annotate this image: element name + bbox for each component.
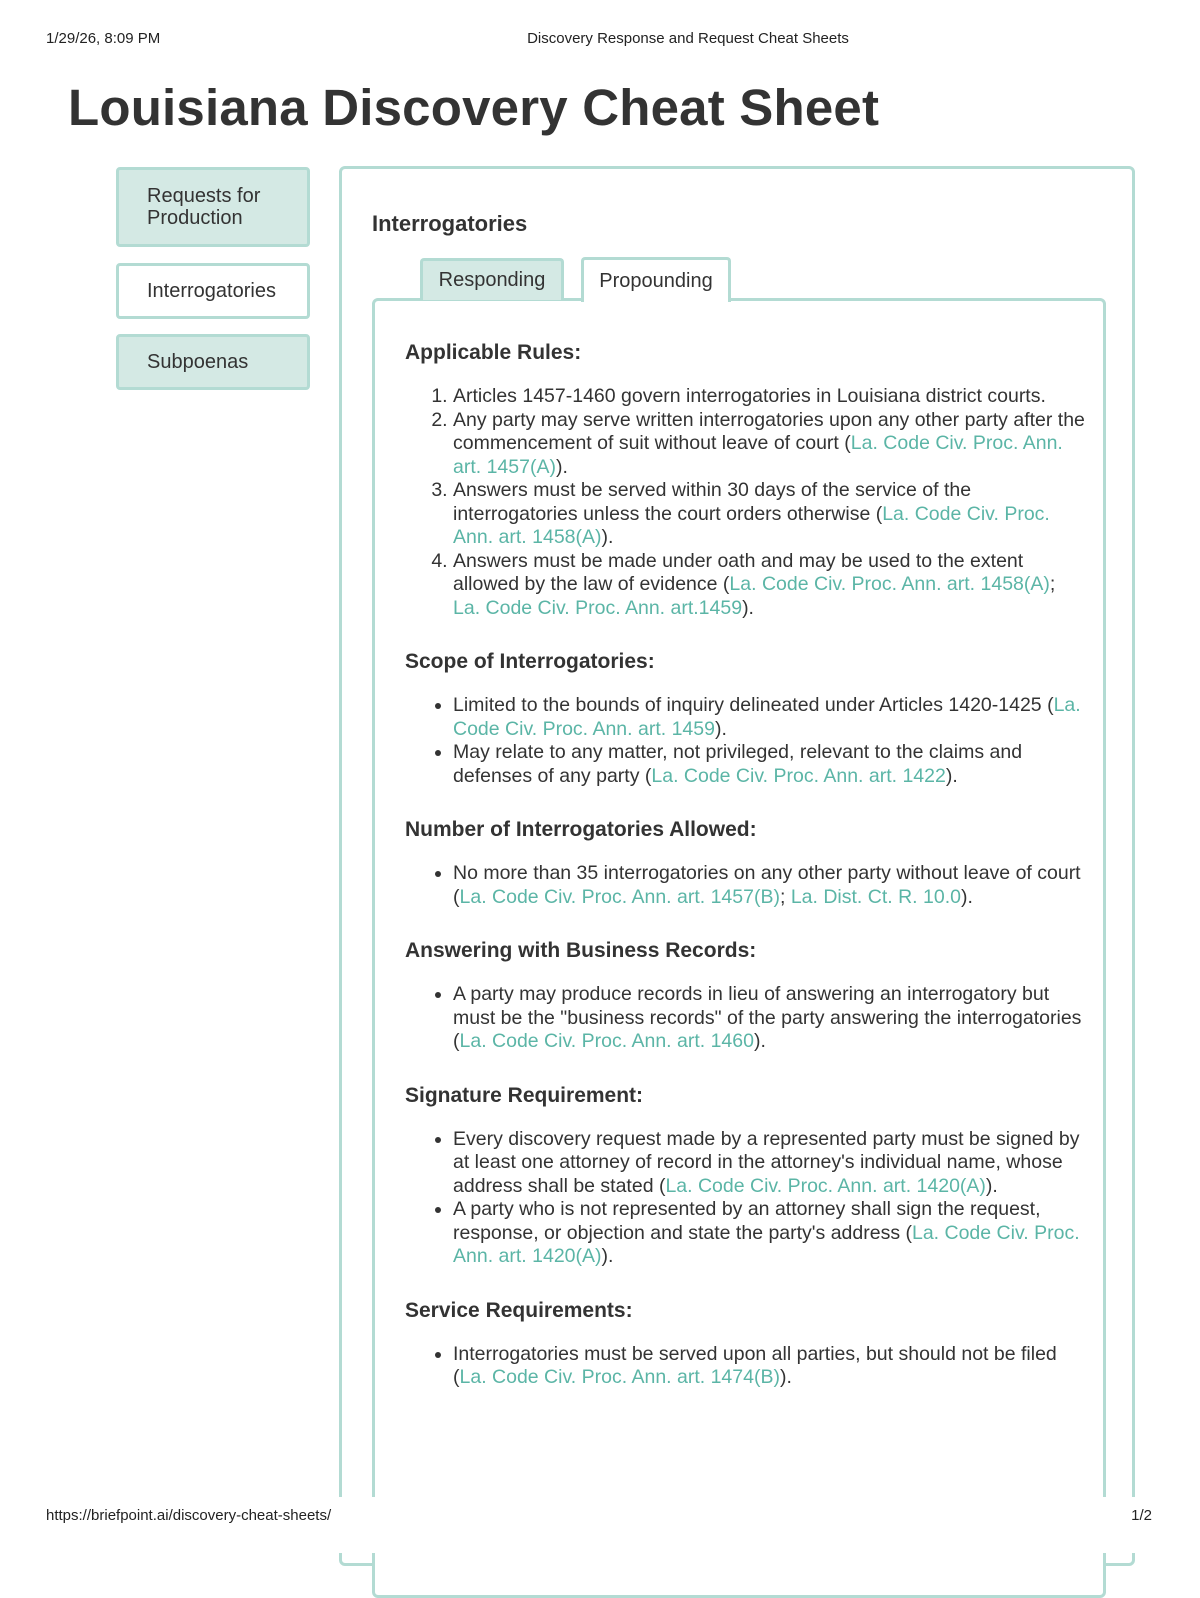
citation-link[interactable]: La. Code Civ. Proc. Ann. art. 1420(A) bbox=[665, 1174, 986, 1197]
item-text: No more than 35 interrogatories on any other party without leave of court ( bbox=[453, 862, 1081, 908]
page-bottom-margin bbox=[0, 1497, 1200, 1553]
service-list bbox=[405, 1343, 1085, 1390]
item-text: ). bbox=[985, 1174, 998, 1197]
print-datetime: 1/29/26, 8:09 PM bbox=[46, 30, 161, 47]
item-text: Every discovery request made by a represented party must be signed by at least one attorney of record in the attorney's individual name, whose address shall be stated ( bbox=[453, 1127, 1080, 1197]
sidebar bbox=[116, 167, 310, 406]
tab-label: Propounding bbox=[599, 269, 713, 292]
signature-heading: Signature Requirement: bbox=[405, 1083, 644, 1107]
sidebar-item-label: Requests for Production bbox=[147, 185, 261, 229]
item-text: Limited to the bounds of inquiry delineated under Articles 1420-1425 ( bbox=[453, 694, 1054, 716]
item-text: ). bbox=[714, 717, 727, 740]
business-records-heading: Answering with Business Records: bbox=[405, 939, 757, 962]
item-text: A party may produce records in lieu of answering an interrogatory but must be the "business records" of the party answering the interrogatories ( bbox=[453, 983, 1082, 1052]
tab-responding[interactable] bbox=[420, 258, 564, 300]
applicable-rules-list bbox=[405, 385, 1085, 620]
sidebar-item-label: Interrogatories bbox=[147, 280, 276, 302]
sidebar-item-subpoenas[interactable] bbox=[116, 334, 310, 390]
item-text: ). bbox=[779, 1366, 792, 1388]
tab-content bbox=[405, 341, 1085, 1390]
list-item bbox=[453, 862, 1085, 909]
citation-link[interactable]: La. Code Civ. Proc. Ann. art. 1422 bbox=[651, 764, 946, 787]
citation-link[interactable]: La. Code Civ. Proc. Ann. art. 1459 bbox=[453, 694, 1081, 740]
tab-propounding[interactable] bbox=[581, 257, 731, 302]
item-text: May relate to any matter, not privileged, relevant to the claims and defenses of any party ( bbox=[453, 741, 1023, 787]
list-item bbox=[453, 741, 1085, 788]
item-text: A party who is not represented by an attorney shall sign the request, response, or objection and state the party's address ( bbox=[453, 1198, 1041, 1244]
print-doc-title: Discovery Response and Request Cheat Sheets bbox=[527, 30, 849, 47]
item-text: ). bbox=[601, 526, 614, 548]
citation-link[interactable]: La. Code Civ. Proc. Ann. art. 1457(B) bbox=[459, 885, 780, 908]
item-text: Answers must be made under oath and may be used to the extent allowed by the law of evidence ( bbox=[453, 549, 1024, 595]
list-item bbox=[453, 385, 1085, 409]
list-item bbox=[453, 983, 1085, 1054]
list-item bbox=[453, 1198, 1085, 1269]
citation-link[interactable]: La. Code Civ. Proc. Ann. art. 1458(A) bbox=[453, 502, 1050, 548]
item-text: ). bbox=[753, 1030, 766, 1052]
section-title: Interrogatories bbox=[372, 211, 528, 236]
item-text: ). bbox=[960, 885, 973, 908]
service-heading: Service Requirements: bbox=[405, 1298, 633, 1322]
citation-link[interactable]: La. Code Civ. Proc. Ann. art.1459 bbox=[453, 596, 743, 619]
print-url: https://briefpoint.ai/discovery-cheat-sheets/ bbox=[46, 1507, 332, 1524]
print-page-number: 1/2 bbox=[1131, 1507, 1152, 1524]
citation-link[interactable]: La. Code Civ. Proc. Ann. art. 1460 bbox=[459, 1030, 754, 1052]
item-text: ). bbox=[945, 764, 958, 787]
signature-list bbox=[405, 1128, 1085, 1269]
item-text: Interrogatories must be served upon all parties, but should not be filed ( bbox=[453, 1342, 1057, 1388]
list-item bbox=[453, 479, 1085, 550]
tab-label: Responding bbox=[438, 269, 546, 291]
citation-link[interactable]: La. Code Civ. Proc. Ann. art. 1457(A) bbox=[453, 432, 1063, 478]
sidebar-item-interrogatories[interactable] bbox=[116, 263, 310, 319]
list-item bbox=[453, 694, 1085, 741]
page-title: Louisiana Discovery Cheat Sheet bbox=[68, 79, 880, 136]
number-allowed-list bbox=[405, 862, 1085, 909]
list-item bbox=[453, 409, 1085, 480]
sidebar-item-label: Subpoenas bbox=[147, 351, 249, 373]
item-text: Any party may serve written interrogatories upon any other party after the commencement of suit without leave of court ( bbox=[453, 408, 1085, 454]
main-panel bbox=[339, 166, 1135, 1566]
item-text: Articles 1457-1460 govern interrogatories in Louisiana district courts. bbox=[453, 385, 1046, 407]
list-item bbox=[453, 550, 1085, 621]
citation-link[interactable]: La. Dist. Ct. R. 10.0 bbox=[790, 885, 961, 908]
business-records-list bbox=[405, 983, 1085, 1054]
number-allowed-heading: Number of Interrogatories Allowed: bbox=[405, 818, 757, 841]
citation-link[interactable]: La. Code Civ. Proc. Ann. art. 1474(B) bbox=[459, 1366, 780, 1388]
scope-list bbox=[405, 694, 1085, 788]
list-item bbox=[453, 1128, 1085, 1199]
item-text: ). bbox=[742, 596, 754, 619]
scope-heading: Scope of Interrogatories: bbox=[405, 650, 655, 673]
citation-link[interactable]: La. Code Civ. Proc. Ann. art. 1420(A) bbox=[453, 1221, 1080, 1267]
item-text: ). bbox=[555, 455, 568, 478]
list-item bbox=[453, 1343, 1085, 1390]
item-text: ). bbox=[601, 1245, 614, 1267]
item-text: Answers must be served within 30 days of the service of the interrogatories unless the court orders otherwise ( bbox=[453, 479, 972, 525]
citation-link[interactable]: La. Code Civ. Proc. Ann. art. 1458(A) bbox=[729, 573, 1050, 595]
sidebar-item-requests-for-production[interactable] bbox=[116, 167, 310, 247]
item-text: ; bbox=[1049, 573, 1056, 595]
applicable-rules-heading: Applicable Rules: bbox=[405, 341, 582, 364]
item-text: ; bbox=[779, 885, 791, 908]
tab-content-panel bbox=[372, 298, 1106, 1598]
